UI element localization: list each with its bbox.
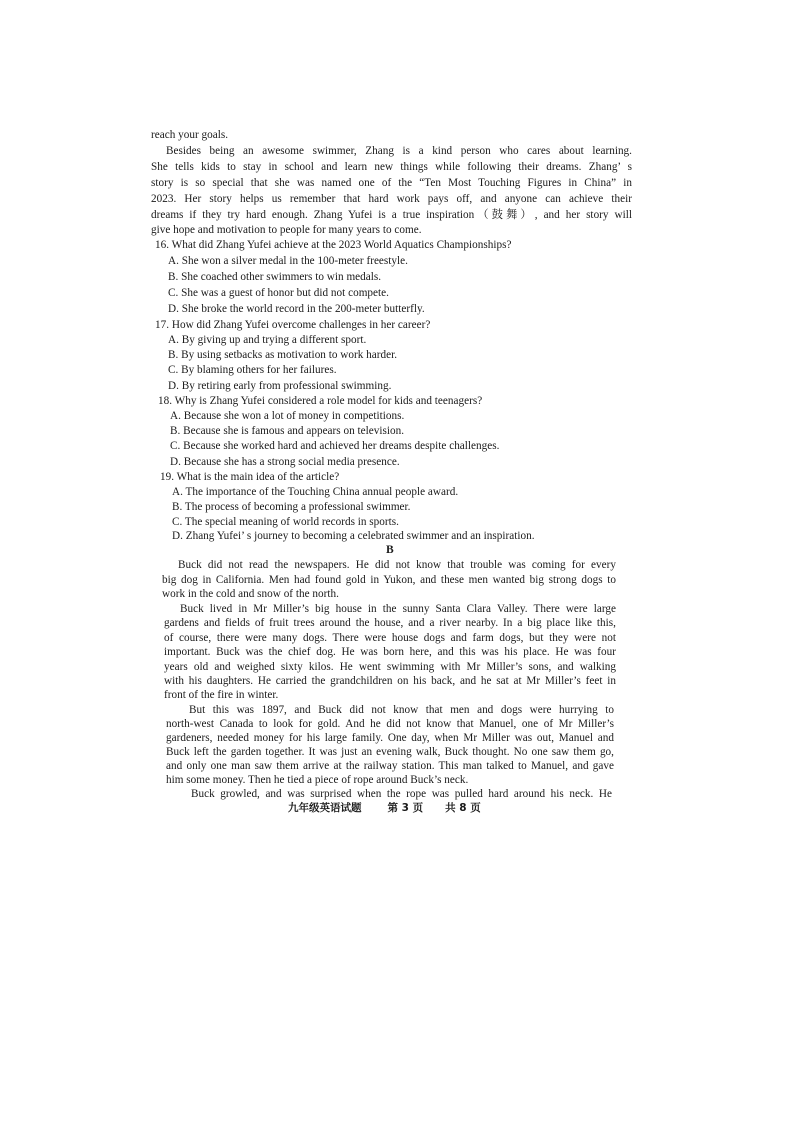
question-option: A. The importance of the Touching China annual people award. (172, 486, 459, 498)
question-option: C. The special meaning of world records in sports. (172, 516, 399, 528)
question-option: A. By giving up and trying a different sport. (168, 334, 367, 346)
passage-line: But this was 1897, and Buck did not know that men and dogs were hurrying to (189, 704, 614, 716)
passage-line: Buck did not read the newspapers. He did not know that trouble was coming for every (178, 559, 616, 571)
passage-line: dreams if they try hard enough. Zhang Yufei is a true inspiration（鼓舞）, and her story will (151, 209, 632, 221)
passage-line: story is so special that she was named one of the “Ten Most Touching Figures in China” in (151, 177, 632, 189)
passage-line: work in the cold and snow of the north. (162, 588, 339, 600)
question-stem: 19. What is the main idea of the article? (160, 471, 340, 483)
question-option: B. The process of becoming a professional swimmer. (172, 501, 411, 513)
passage-line: Besides being an awesome swimmer, Zhang is a kind person who cares about learning. (166, 145, 632, 157)
question-option: C. By blaming others for her failures. (168, 364, 337, 376)
question-stem: 16. What did Zhang Yufei achieve at the 2023 World Aquatics Championships? (155, 239, 512, 251)
page-number: 第 3 页 (387, 802, 424, 814)
passage-line: Buck growled, and was surprised when the rope was pulled hard around his neck. He (191, 788, 612, 800)
section-heading: B (386, 544, 394, 556)
question-stem: 17. How did Zhang Yufei overcome challenges in her career? (155, 319, 431, 331)
question-option: A. She won a silver medal in the 100-meter freestyle. (168, 255, 408, 267)
page-footer (288, 801, 481, 816)
passage-line: gardens and fields of fruit trees around the house, and a river nearby. In a big place like this, (164, 617, 616, 629)
passage-line: She tells kids to stay in school and learn new things while following their dreams. Zhang’ s (151, 161, 632, 173)
question-option: B. She coached other swimmers to win medals. (168, 271, 382, 283)
question-option: B. By using setbacks as motivation to work harder. (168, 349, 398, 361)
passage-line: reach your goals. (151, 129, 229, 141)
exam-title: 九年级英语试题 (288, 802, 362, 814)
passage-line: give hope and motivation to people for many years to come. (151, 224, 422, 236)
passage-line: Buck lived in Mr Miller’s big house in the sunny Santa Clara Valley. There were large (180, 603, 616, 615)
question-option: B. Because she is famous and appears on television. (170, 425, 405, 437)
passage-line: big dog in California. Men had found gold in Yukon, and these men wanted big strong dogs to (162, 574, 616, 586)
question-stem: 18. Why is Zhang Yufei considered a role model for kids and teenagers? (158, 395, 483, 407)
passage-line: him some money. Then he tied a piece of rope around Buck’s neck. (166, 774, 469, 786)
question-option: D. Zhang Yufei’ s journey to becoming a celebrated swimmer and an inspiration. (172, 530, 535, 542)
question-option: C. She was a guest of honor but did not compete. (168, 287, 389, 299)
question-option: D. Because she has a strong social media presence. (170, 456, 400, 468)
question-option: D. By retiring early from professional swimming. (168, 380, 392, 392)
question-option: A. Because she won a lot of money in competitions. (170, 410, 405, 422)
passage-line: years old and weighed sixty kilos. He went swimming with Mr Miller’s sons, and walking (164, 661, 616, 673)
passage-line: Buck left the garden together. It was just an evening walk, Buck thought. No one saw them go, (166, 746, 614, 758)
passage-line: front of the fire in winter. (164, 689, 279, 701)
passage-line: gardeners, needed money for his large family. One day, when Mr Miller was out, Manuel and (166, 732, 614, 744)
question-option: C. Because she worked hard and achieved her dreams despite challenges. (170, 440, 500, 452)
passage-line: and only one man saw them arrive at the railway station. This man talked to Manuel, and gave (166, 760, 614, 772)
passage-line: north-west Canada to look for gold. And he did not know that Manuel, one of Mr Miller’s (166, 718, 614, 730)
passage-line: with his daughters. He carried the grandchildren on his back, and he sat at Mr Miller’s feet in (164, 675, 616, 687)
passage-line: 2023. Her story helps us remember that hard work pays off, and anyone can achieve their (151, 193, 632, 205)
page-total: 共 8 页 (445, 802, 481, 814)
passage-line: important. Buck was the chief dog. He was born here, and this was his place. He was four (164, 646, 616, 658)
question-option: D. She broke the world record in the 200-meter butterfly. (168, 303, 425, 315)
passage-line: of course, there were many dogs. There were house dogs and farm dogs, but they were not (164, 632, 616, 644)
